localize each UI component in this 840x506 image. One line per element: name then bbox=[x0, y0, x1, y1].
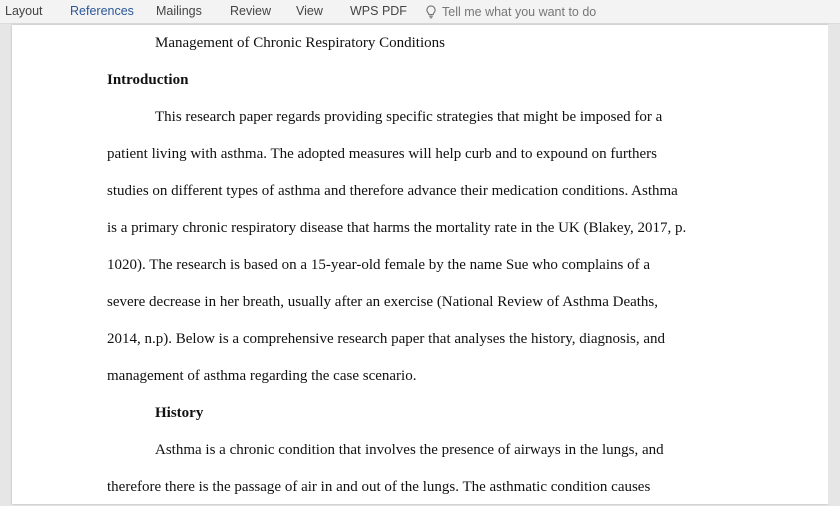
paragraph-line: 2014, n.p). Below is a comprehensive research paper that analyses the history, diagnosis, and bbox=[107, 331, 666, 347]
tab-wps-pdf[interactable]: WPS PDF bbox=[350, 4, 407, 18]
document-title: Management of Chronic Respiratory Conditions bbox=[155, 35, 445, 51]
paragraph-line: severe decrease in her breath, usually after an exercise (National Review of Asthma Deaths, bbox=[107, 294, 659, 310]
ribbon-tab-bar bbox=[0, 0, 840, 24]
paragraph-line: This research paper regards providing specific strategies that might be imposed for a bbox=[155, 109, 663, 125]
paragraph-line: management of asthma regarding the case scenario. bbox=[107, 368, 417, 384]
paragraph-line: Asthma is a chronic condition that involves the presence of airways in the lungs, and bbox=[155, 442, 664, 458]
tab-references[interactable]: References bbox=[70, 4, 134, 18]
heading-history: History bbox=[155, 405, 204, 421]
paragraph-line: therefore there is the passage of air in and out of the lungs. The asthmatic condition causes bbox=[107, 479, 651, 495]
document-body[interactable] bbox=[107, 25, 732, 506]
paragraph-line: patient living with asthma. The adopted measures will help curb and to expound on furthers bbox=[107, 146, 658, 162]
tab-review[interactable]: Review bbox=[230, 4, 271, 18]
tell-me-search[interactable] bbox=[425, 3, 596, 21]
tab-mailings[interactable]: Mailings bbox=[156, 4, 202, 18]
paragraph-line: studies on different types of asthma and therefore advance their medication conditions. Asthma bbox=[107, 183, 678, 199]
heading-introduction: Introduction bbox=[107, 72, 189, 88]
vertical-scrollbar[interactable] bbox=[828, 25, 840, 504]
tab-view[interactable]: View bbox=[296, 4, 323, 18]
tell-me-text: Tell me what you want to do bbox=[442, 5, 597, 19]
paragraph-line: is a primary chronic respiratory disease that harms the mortality rate in the UK (Blakey, 2017, p. bbox=[107, 220, 687, 236]
lightbulb-icon bbox=[425, 5, 437, 19]
paragraph-line: 1020). The research is based on a 15-year-old female by the name Sue who complains of a bbox=[107, 257, 650, 273]
tab-layout[interactable]: Layout bbox=[5, 4, 43, 18]
